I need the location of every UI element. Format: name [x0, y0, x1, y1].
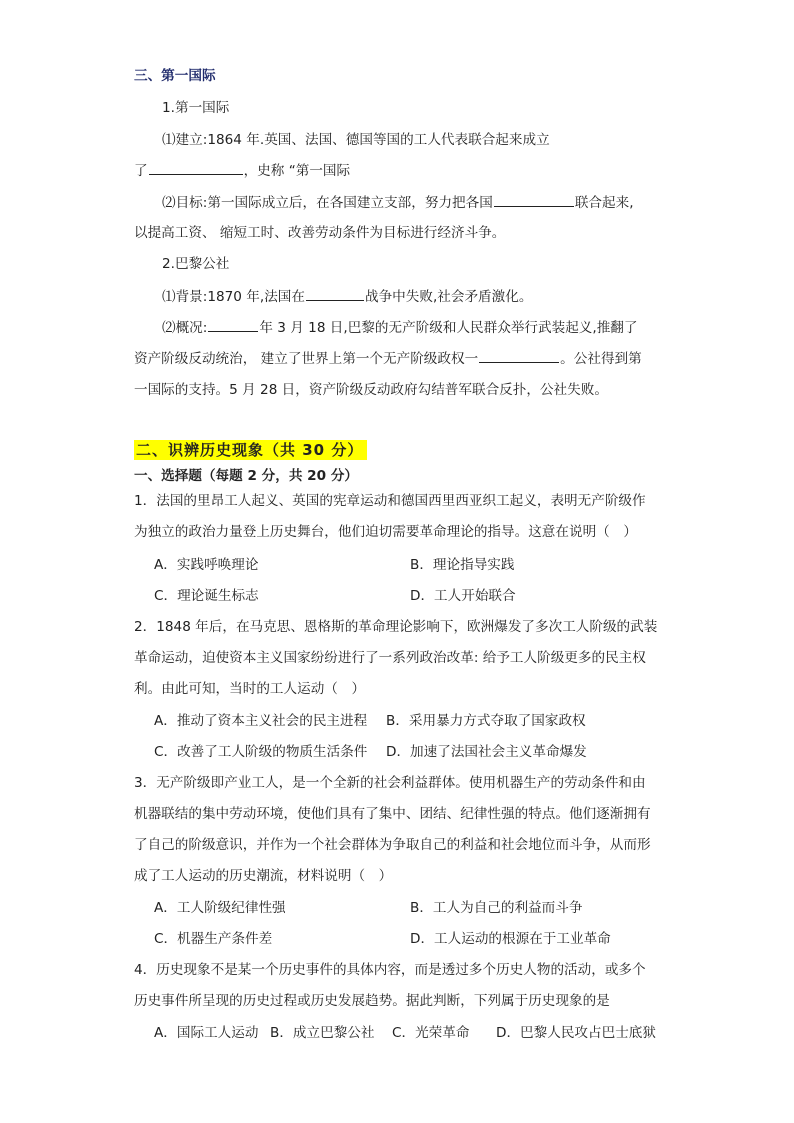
- fill-blank[interactable]: [479, 348, 559, 363]
- question-2-option-b[interactable]: B．采用暴力方式夺取了国家政权: [386, 713, 586, 729]
- question-4-option-c[interactable]: C．光荣革命: [392, 1025, 470, 1041]
- fill-blank[interactable]: [149, 160, 243, 175]
- paragraph-establishment: [162, 130, 550, 150]
- paragraph-establishment-line2: [134, 160, 350, 181]
- question-2-line-3: 利。由此可知，当时的工人运动（ ）: [134, 681, 366, 697]
- paragraph-background: [162, 286, 532, 307]
- paragraph-text: 年 3 月 18 日,巴黎的无产阶级和人民群众举行武装起义,推翻了: [259, 320, 638, 336]
- fill-blank[interactable]: [208, 317, 258, 332]
- fill-blank[interactable]: [494, 192, 574, 207]
- question-1-option-d[interactable]: D．工人开始联合: [410, 588, 516, 604]
- question-2-option-a[interactable]: A．推动了资本主义社会的民主进程: [154, 713, 368, 729]
- paragraph-overview-line3: 一国际的支持。5 月 28 日，资产阶级反动政府勾结普军联合反扑，公社失败。: [134, 382, 608, 398]
- paragraph-overview-line2: [134, 348, 642, 369]
- question-2-line-1: 2．1848 年后，在马克思、恩格斯的革命理论影响下，欧洲爆发了多次工人阶级的武装: [134, 619, 658, 635]
- subsection-title: 一、选择题（每题 2 分，共 20 分）: [134, 468, 359, 484]
- question-3-option-d[interactable]: D．工人运动的根源在于工业革命: [410, 931, 611, 947]
- paragraph-goal: [162, 192, 634, 213]
- question-4-option-a[interactable]: A．国际工人运动: [154, 1025, 259, 1041]
- question-3-line-3: 了自己的阶级意识，并作为一个社会群体为争取自己的利益和社会地位而斗争，从而形: [134, 837, 651, 853]
- question-1-line-1: 1．法国的里昂工人起义、英国的宪章运动和德国西里西亚织工起义，表明无产阶级作: [134, 493, 646, 509]
- paragraph-text: ⑵目标:第一国际成立后，在各国建立支部，努力把各国: [162, 195, 493, 211]
- item-paris-commune: 2.巴黎公社: [162, 256, 230, 272]
- paragraph-text: ，史称 “第一国际: [243, 163, 351, 179]
- question-2-line-2: 革命运动，迫使资本主义国家纷纷进行了一系列政治改革: 给予工人阶级更多的民主权: [134, 650, 646, 666]
- question-3-option-c[interactable]: C．机器生产条件差: [154, 931, 273, 947]
- paragraph-text: 资产阶级反动统治， 建立了世界上第一个无产阶级政权一: [134, 351, 479, 367]
- paragraph-text: 战争中失败,社会矛盾激化。: [364, 289, 533, 305]
- item-first-international: 1.第一国际: [162, 100, 230, 116]
- fill-blank[interactable]: [306, 286, 364, 301]
- paragraph-text: ⑴建立:1864 年.英国、法国、德国等国的工人代表联合起来成立: [162, 132, 550, 148]
- question-3-line-2: 机器联结的集中劳动环境，使他们具有了集中、团结、纪律性强的特点。他们逐渐拥有: [134, 806, 651, 822]
- paragraph-overview: [162, 317, 638, 338]
- question-2-option-d[interactable]: D．加速了法国社会主义革命爆发: [386, 744, 587, 760]
- paragraph-text: 了: [134, 163, 148, 179]
- question-4-line-2: 历史事件所呈现的历史过程或历史发展趋势。据此判断，下列属于历史现象的是: [134, 993, 610, 1009]
- paragraph-text: ⑵概况:: [162, 320, 208, 336]
- section-heading-first-international: 三、第一国际: [134, 68, 216, 84]
- paragraph-goal-line2: 以提高工资、 缩短工时、改善劳动条件为目标进行经济斗争。: [134, 225, 506, 241]
- paragraph-text: 联合起来,: [574, 195, 634, 211]
- question-4-option-d[interactable]: D．巴黎人民攻占巴士底狱: [496, 1025, 656, 1041]
- question-1-option-b[interactable]: B．理论指导实践: [410, 557, 515, 573]
- question-3-option-a[interactable]: A．工人阶级纪律性强: [154, 900, 286, 916]
- paragraph-text: ⑴背景:1870 年,法国在: [162, 289, 305, 305]
- question-3-line-4: 成了工人运动的历史潮流，材料说明（ ）: [134, 868, 393, 884]
- section-title: [134, 440, 367, 461]
- paragraph-text: 。公社得到第: [560, 351, 642, 367]
- question-3-option-b[interactable]: B．工人为自己的利益而斗争: [410, 900, 583, 916]
- question-2-option-c[interactable]: C．改善了工人阶级的物质生活条件: [154, 744, 368, 760]
- section-title-highlight: 二、识辨历史现象（共 30 分）: [134, 440, 367, 460]
- question-1-option-c[interactable]: C．理论诞生标志: [154, 588, 259, 604]
- question-3-line-1: 3．无产阶级即产业工人，是一个全新的社会利益群体。使用机器生产的劳动条件和由: [134, 775, 646, 791]
- question-1-line-2: 为独立的政治力量登上历史舞台，他们迫切需要革命理论的指导。这意在说明（ ）: [134, 524, 637, 540]
- question-4-line-1: 4．历史现象不是某一个历史事件的具体内容，而是透过多个历史人物的活动，或多个: [134, 962, 646, 978]
- question-1-option-a[interactable]: A．实践呼唤理论: [154, 557, 259, 573]
- question-4-option-b[interactable]: B．成立巴黎公社: [270, 1025, 375, 1041]
